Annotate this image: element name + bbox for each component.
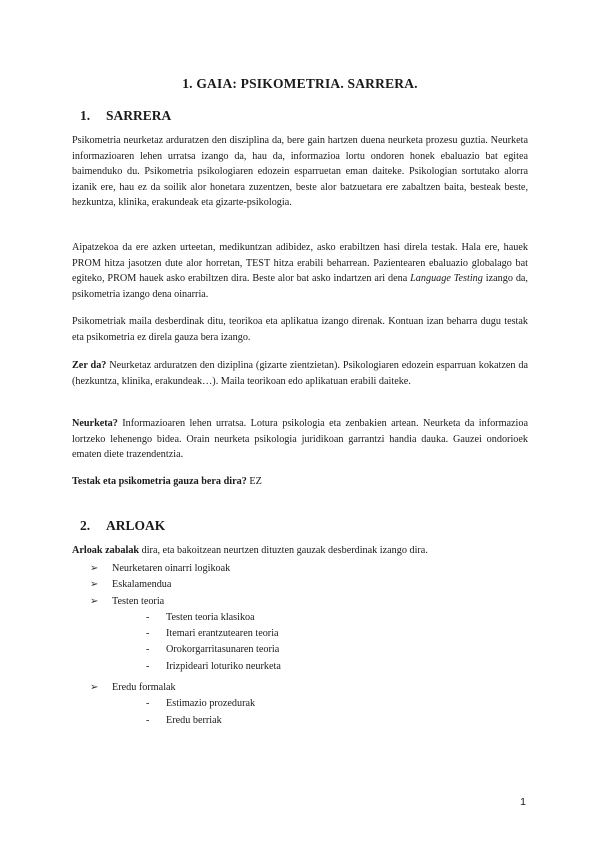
dash-bullet-icon: - [146, 660, 150, 672]
list-item: ➢ Neurketaren oinarri logikoak [90, 561, 281, 577]
document-page [72, 0, 528, 848]
paragraph-prom: Aipatzekoa da ere azken urteetan, medikuntzan adibidez, asko erabiltzen hasi direla testak. Hala ere, hauek PROM hitza jasotzen dute alor horretan, TEST hitza erabili beharrean. Pazientearen ebaluazio globalago bat egiteko, PROM hauek asko erabiltzen dira. Beste alor bat asko indartzen ari dena Language Testing izango da, psikometria izango dena oinarria. [72, 242, 528, 300]
paragraph-testak-question: Testak eta psikometria gauza bera dira? EZ [72, 476, 262, 487]
paragraph-neurketa: Neurketa? Informazioaren lehen urratsa. Lotura psikologia eta zenbakien artean. Neurketa da informazioa lortzeko lehenengo bidea. Orain neurketa psikologia juridikoan garrantzi handia dauka. Gauzei ondorioek ematen diete trazendentzia. [72, 418, 528, 460]
zer-da-label: Zer da? [72, 360, 107, 371]
dash-bullet-icon: - [146, 628, 150, 640]
dash-bullet-icon: - [146, 611, 150, 623]
arrow-bullet-icon: ➢ [90, 563, 99, 574]
dash-bullet-icon: - [146, 714, 150, 726]
paragraph-arloak-intro: Arloak zabalak dira, eta bakoitzean neurtzen dituzten gauzak desberdinak izango dira. [72, 545, 428, 556]
section-heading-arloak [80, 518, 165, 534]
paragraph-zer-da: Zer da? Neurketaz arduratzen den diziplina (gizarte zientzietan). Psikologiaren edozein esparruan kokatzen da (hezkuntza, klinika, erakundeak…). Maila teorikoan edo aplikatuan erabili daiteke. [72, 360, 528, 387]
section-number: 2. [80, 518, 91, 533]
list-item: ➢ Eredu formalak [90, 680, 255, 696]
neurketa-label: Neurketa? [72, 418, 118, 429]
language-testing-term: Language Testing [410, 273, 483, 284]
sub-list-item: - Testen teoria klasikoa [90, 610, 281, 626]
arrow-bullet-icon: ➢ [90, 579, 99, 591]
dash-bullet-icon: - [146, 698, 150, 710]
paragraph-intro: Psikometria neurketaz arduratzen den disziplina da, bere gain hartzen duena neurketa prozesu guztia. Neurketa informazioaren lehen urratsa izango da, hau da, informazioa lortu ondoren honek ebaluazio bat egitea baimenduko du. Psikometria psikologiaren edozein esparruetan eman daiteke. Psikologian sortutako alorra izanik ere, hau ez da soilik alor honetara zuzentzen, beste alor batzuetara ere zabaltzen baita, besteak beste, hezkuntza, klinika, erakundeak eta gizarte-psikologia. [72, 135, 528, 208]
sub-list-item: - Orokorgarritasunaren teoria [90, 642, 281, 658]
list-item: ➢ Testen teoria [90, 594, 281, 610]
arrow-bullet-icon: ➢ [90, 595, 99, 607]
testak-question-label: Testak eta psikometria gauza bera dira? [72, 476, 247, 487]
section-title: SARRERA [106, 108, 172, 123]
section-title: ARLOAK [106, 518, 166, 533]
document-title: 1. GAIA: PSIKOMETRIA. SARRERA. [182, 76, 418, 91]
sub-list-item: - Eredu berriak [90, 713, 255, 729]
eredu-list [90, 680, 255, 729]
paragraph-mailak: Psikometriak maila desberdinak ditu, teorikoa eta aplikatua izango direnak. Kontuan izan beharra dugu testak eta psikometria ez direla gauza bera izango. [72, 316, 528, 343]
section-heading-sarrera [80, 108, 171, 124]
section-number: 1. [80, 108, 91, 123]
sub-list-item: - Irizpideari loturiko neurketa [90, 659, 281, 675]
list-item: ➢ Eskalamendua [90, 577, 281, 593]
page-number: 1 [520, 796, 526, 808]
sub-list-item: - Itemari erantzutearen teoria [90, 626, 281, 642]
arrow-bullet-icon: ➢ [90, 682, 99, 693]
arloak-list [90, 561, 281, 675]
arloak-zabalak-label: Arloak zabalak [72, 545, 140, 556]
sub-list-item: - Estimazio prozedurak [90, 696, 255, 712]
dash-bullet-icon: - [146, 644, 150, 656]
